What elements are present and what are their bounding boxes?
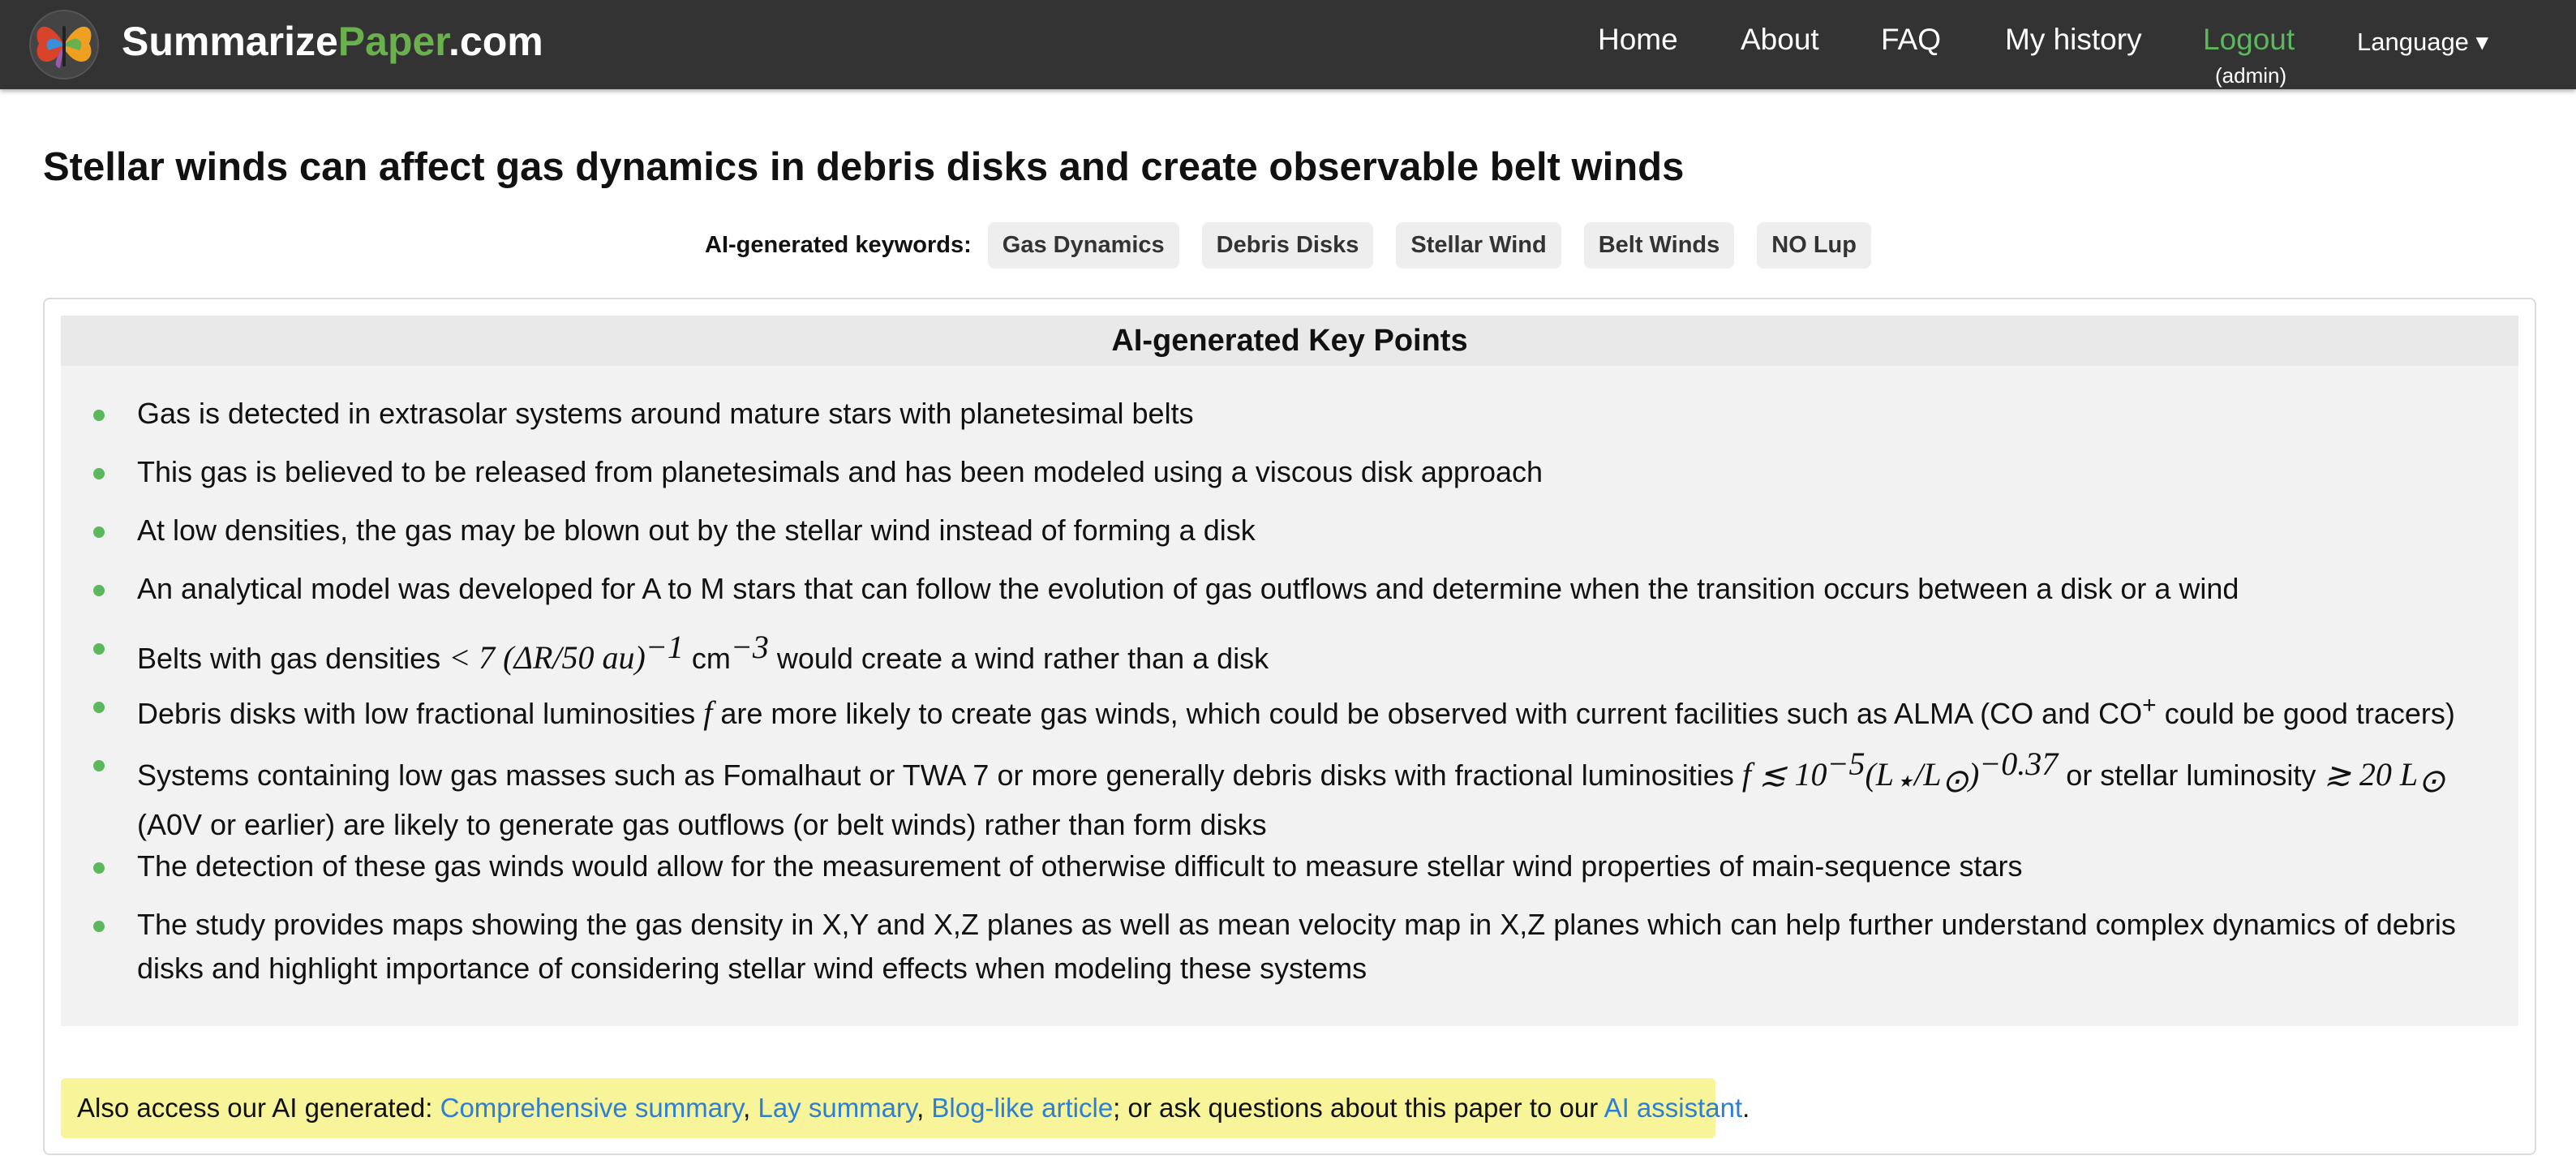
bullet-icon — [93, 468, 105, 479]
comprehensive-summary-link[interactable]: Comprehensive summary — [440, 1093, 744, 1123]
math-superscript: −5 — [1827, 745, 1865, 782]
ai-assistant-link[interactable]: AI assistant — [1604, 1093, 1743, 1123]
text-segment: could be good tracers) — [2156, 697, 2455, 730]
keyword-tag[interactable]: Belt Winds — [1584, 222, 1735, 269]
text-segment: are more likely to create gas winds, which could be observed with current facilities such as ALMA (CO and CO — [712, 697, 2143, 730]
bullet-icon — [93, 526, 105, 538]
math-subscript: ⋆ — [1894, 763, 1915, 800]
text-segment: cm — [683, 642, 731, 675]
bullet-icon — [93, 862, 105, 874]
key-point-text — [137, 684, 2505, 736]
nav-faq-link[interactable]: FAQ — [1881, 23, 1942, 56]
keywords-bar — [0, 223, 2576, 267]
math-expression: < 7 (ΔR/50 au) — [449, 639, 646, 676]
nav-logout-link[interactable]: Logout — [2203, 23, 2295, 56]
separator: , — [917, 1093, 932, 1123]
bullet-icon — [93, 760, 105, 771]
butterfly-logo-icon[interactable] — [24, 8, 104, 81]
math-expression: f ≲ 10 — [1741, 756, 1827, 793]
nav-history-link[interactable]: My history — [2005, 23, 2142, 56]
page-title: Stellar winds can affect gas dynamics in debris disks and create observable belt winds — [43, 145, 1685, 189]
access-prefix: Also access our AI generated: — [77, 1093, 440, 1123]
content-panel — [43, 298, 2536, 1155]
key-point-text — [137, 742, 2505, 847]
separator: , — [743, 1093, 758, 1123]
keyword-tag[interactable]: Stellar Wind — [1396, 222, 1561, 269]
math-subscript: ⊙ — [1941, 763, 1968, 800]
math-superscript: −1 — [645, 629, 684, 665]
key-point-text — [137, 625, 2505, 681]
math-expression: ) — [1968, 756, 1980, 793]
access-links-banner — [61, 1078, 1750, 1138]
math-expression: (L — [1865, 756, 1895, 793]
user-role-label: (admin) — [2215, 63, 2287, 88]
brand-part-2: Paper — [337, 19, 449, 64]
math-expression: f — [703, 694, 713, 731]
text-segment: would create a wind rather than a disk — [768, 642, 1269, 675]
text-segment: or stellar luminosity — [2058, 758, 2325, 792]
math-expression: /L — [1914, 756, 1942, 793]
text-segment: (A0V or earlier) are likely to generate gas outflows (or belt winds) rather than form disks — [137, 808, 1267, 842]
top-navbar — [0, 0, 2576, 89]
key-point-text: At low densities, the gas may be blown out by the stellar wind instead of forming a disk — [137, 513, 1256, 547]
nav-home-link[interactable]: Home — [1598, 23, 1678, 56]
nav-about-link[interactable]: About — [1741, 23, 1819, 56]
bullet-icon — [93, 410, 105, 421]
key-point-text: Gas is detected in extrasolar systems around mature stars with planetesimal belts — [137, 397, 1194, 430]
bullet-icon — [93, 643, 105, 655]
keyword-tag[interactable]: NO Lup — [1757, 222, 1871, 269]
text-segment: Systems containing low gas masses such as Fomalhaut or TWA 7 or more generally debris disks with fractional luminosities — [137, 758, 1742, 792]
math-subscript: ⊙ — [2418, 763, 2445, 800]
lay-summary-link[interactable]: Lay summary — [758, 1093, 917, 1123]
brand-part-1: Summarize — [122, 19, 338, 64]
text-segment: Belts with gas densities — [137, 642, 449, 675]
math-expression: ≳ 20 L — [2324, 756, 2419, 793]
access-mid-text: ; or ask questions about this paper to our — [1113, 1093, 1604, 1123]
math-superscript: −3 — [730, 629, 769, 665]
access-end: . — [1742, 1093, 1750, 1123]
bullet-icon — [93, 921, 105, 932]
language-dropdown[interactable]: Language ▾ — [2357, 28, 2489, 56]
keyword-tag[interactable]: Debris Disks — [1202, 222, 1374, 269]
brand-part-3: .com — [449, 19, 543, 64]
key-point-text: This gas is believed to be released from planetesimals and has been modeled using a viscous disk approach — [137, 455, 1543, 488]
keyword-tag[interactable]: Gas Dynamics — [988, 222, 1179, 269]
bullet-icon — [93, 585, 105, 596]
key-points-title: AI-generated Key Points — [61, 316, 2518, 366]
blog-article-link[interactable]: Blog-like article — [931, 1093, 1114, 1123]
key-point-text: An analytical model was developed for A to M stars that can follow the evolution of gas outflows and determine when the transition occurs between a disk or a wind — [137, 572, 2239, 605]
key-point-text: The study provides maps showing the gas density in X,Y and X,Z planes as well as mean velocity map in X,Z planes which can help further understand complex dynamics of debris disks and highlight importance of considering stellar wind effects when modeling these systems — [137, 908, 2456, 985]
math-superscript: + — [2142, 692, 2157, 719]
keywords-label: AI-generated keywords: — [705, 231, 972, 258]
text-segment: Debris disks with low fractional luminosities — [137, 697, 704, 730]
key-point-text: The detection of these gas winds would allow for the measurement of otherwise difficult to measure stellar wind properties of main-sequence stars — [137, 849, 2023, 883]
site-brand[interactable] — [122, 18, 543, 65]
math-superscript: −0.37 — [1979, 745, 2059, 782]
bullet-icon — [93, 702, 105, 713]
key-points-box — [61, 316, 2518, 1026]
